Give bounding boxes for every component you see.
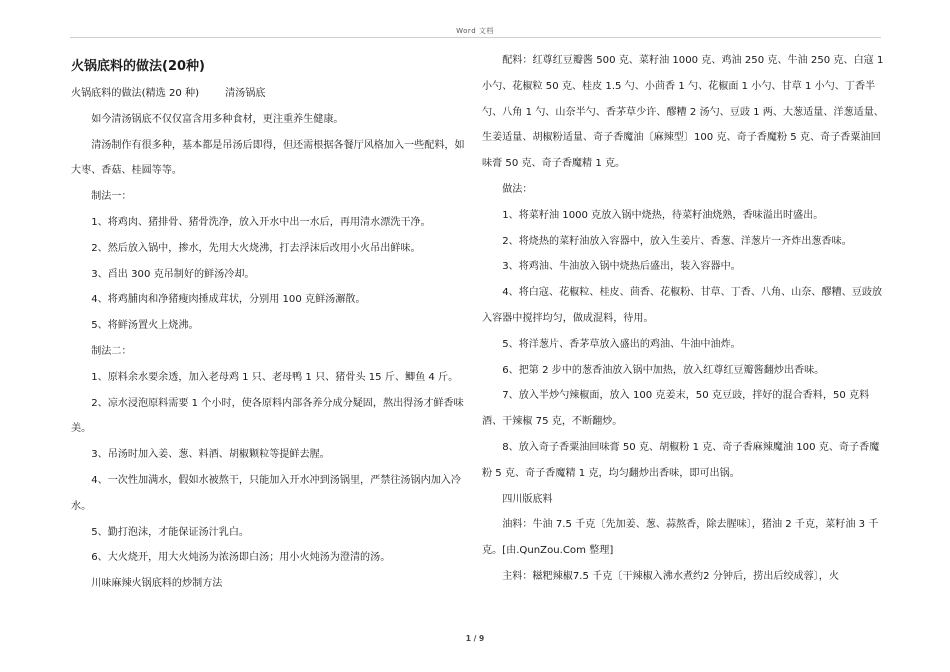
paragraph: 3、将鸡油、牛油放入锅中烧热后盛出，装入容器中。: [502, 261, 741, 273]
paragraph: 2、然后放入锅中，掺水，先用大火烧沸，打去浮沫后改用小火吊出鲜味。: [91, 242, 421, 254]
subtitle-text: 火锅底料的做法(精选 20 种): [71, 88, 200, 99]
page-number: 1 / 9: [465, 634, 485, 643]
paragraph: 6、把第 2 步中的葱香油放入锅中加热，放入红尊红豆瓣酱翻炒出香味。: [502, 364, 825, 376]
paragraph: 1、将鸡肉、猪排骨、猪骨洗净，放入开水中出一水后，再用清水漂洗干净。: [91, 216, 431, 228]
paragraph: 3、舀出 300 克吊制好的鲜汤冷却。: [91, 268, 255, 280]
paragraph: 5、勤打泡沫，才能保证汤汁乳白。: [91, 526, 250, 538]
paragraph: 8、放入奇子香粟油回味膏 50 克、胡椒粉 1 克、奇子香麻辣魔油 100 克、奇子香魔粉 5 克、奇子香魔精 1 克，均匀翻炒出香味，即可出锅。: [482, 441, 880, 479]
paragraph: 如今清汤锅底不仅仅富含用多种食材，更注重养生健康。: [91, 113, 344, 125]
document-title: 火锅底料的做法(20种): [71, 59, 205, 74]
paragraph: 清汤制作有很多种，基本都是吊汤后即得，但还需根据各餐厅风格加入一些配料，如大枣、香菇、桂圆等等。: [71, 139, 465, 177]
section-heading-clear-soup: 清汤锅底: [225, 88, 266, 99]
paragraph: 配料：红尊红豆瓣酱 500 克、菜籽油 1000 克、鸡油 250 克、牛油 250 克、白寇 1 小勺、花椒粒 50 克、桂皮 1.5 勺、小茴香 1 勺、花椒面 1 小勺、甘草 1 小勺、丁香半勺、八角 1 勺、山奈半勺、香茅草少许、醪糟 2 汤勺、豆豉 1 两、大葱适量、洋葱适量、生姜适量、胡椒粉适量、奇子香魔油〔麻辣型〕100 克、奇子香魔粉 5 克、奇子香粟油回味膏 50 克、奇子香魔精 1 克。: [482, 55, 884, 170]
right-column: [482, 48, 887, 590]
paragraph: 6、大火烧开，用大火炖汤为浓汤即白汤；用小火炖汤为澄清的汤。: [91, 552, 391, 564]
paragraph: 制法二：: [91, 345, 132, 357]
header-divider: [70, 37, 881, 38]
paragraph: 4、一次性加满水，假如水被熬干，只能加入开水冲到汤锅里，严禁往汤锅内加入冷水。: [71, 474, 461, 512]
paragraph: 四川版底料: [502, 493, 553, 505]
paragraph: 2、将烧热的菜籽油放入容器中，放入生姜片、香葱、洋葱片一齐炸出葱香味。: [502, 235, 852, 247]
paragraph: 3、吊汤时加入姜、葱、料酒、胡椒颗粒等提鲜去腥。: [91, 449, 330, 461]
left-column: [71, 48, 471, 597]
paragraph: 1、原料余水要余透，加入老母鸡 1 只、老母鸭 1 只、猪骨头 15 斤、鲫鱼 4 斤。: [91, 371, 459, 383]
paragraph: 主料：糍粑辣椒7.5 千克〔干辣椒入沸水煮约2 分钟后，捞出后绞成蓉〕，火: [502, 570, 839, 582]
paragraph: 2、凉水浸泡原料需要 1 个小时，使各原料内部各养分成分疑固，熬出得汤才鲜香味美。: [71, 397, 464, 435]
document-subtitle: [71, 81, 471, 107]
paragraph: 4、将白寇、花椒粒、桂皮、茴香、花椒粉、甘草、丁香、八角、山奈、醪糟、豆豉放入容器中搅拌均匀，做成混料，待用。: [482, 287, 883, 324]
paragraph: 1、将菜籽油 1000 克放入锅中烧热，待菜籽油烧熟，香味溢出时盛出。: [502, 209, 824, 221]
paragraph: 川味麻辣火锅底料的炒制方法: [91, 578, 223, 590]
paragraph: 4、将鸡脯肉和净猪瘦肉捶成茸状，分别用 100 克鲜汤澥散。: [91, 294, 366, 306]
page-header: Word 文档: [456, 27, 494, 35]
paragraph: 制法一：: [91, 191, 132, 203]
paragraph: 7、放入半炒勺辣椒面，放入 100 克姜末，50 克豆豉，拌好的混合香料，50 克料酒、干辣椒 75 克，不断翻炒。: [482, 390, 870, 428]
paragraph: 做法：: [502, 183, 533, 195]
paragraph: 5、将鲜汤置火上烧沸。: [91, 320, 199, 332]
paragraph: 油料：牛油 7.5 千克〔先加姜、葱、蒜熬香，除去腥味〕，猪油 2 千克，菜籽油 3 千克。[由.QunZou.Com 整理]: [482, 519, 879, 557]
paragraph: 5、将洋葱片、香茅草放入盛出的鸡油、牛油中油炸。: [502, 338, 741, 350]
